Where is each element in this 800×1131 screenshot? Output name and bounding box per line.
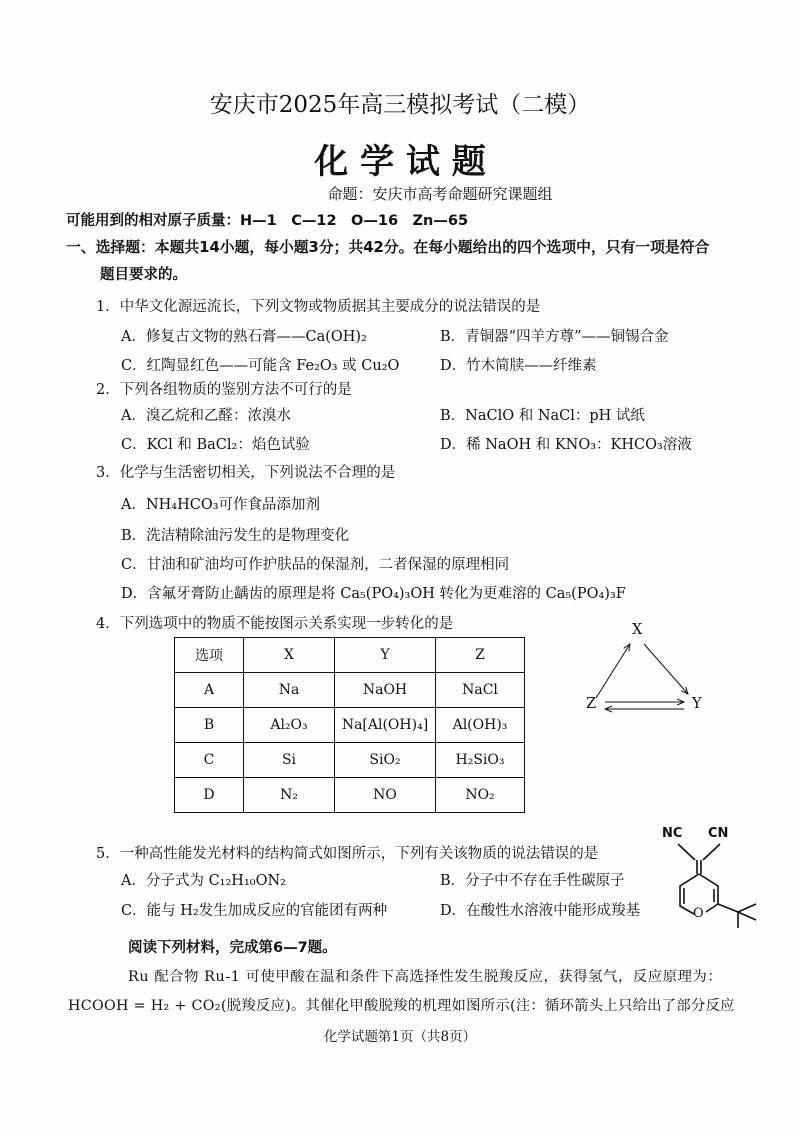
question-2-option-a: A．溴乙烷和乙醛：浓溴水 — [121, 408, 291, 424]
table-cell: Na — [244, 673, 335, 708]
question-3-option-a: A．NH₄HCO₃可作食品添加剂 — [121, 497, 321, 513]
conversion-triangle-diagram — [560, 620, 720, 730]
table-row — [175, 708, 525, 743]
question-5-stem: 5．一种高性能发光材料的结构简式如图所示，下列有关该物质的说法错误的是 — [96, 846, 599, 862]
table-row — [175, 673, 525, 708]
table-header: 选项 — [175, 638, 244, 673]
table-cell: C — [175, 743, 244, 778]
table-cell: B — [175, 708, 244, 743]
table-row — [175, 778, 525, 813]
table-cell: N₂ — [244, 778, 335, 813]
exam-title: 安庆市2025年高三模拟考试（二模） — [209, 92, 591, 118]
table-cell: H₂SiO₃ — [436, 743, 525, 778]
table-header: Z — [436, 638, 525, 673]
reading-title: 阅读下列材料，完成第6—7题。 — [128, 940, 337, 956]
diagram-label-z: Z — [586, 696, 597, 712]
question-5-option-d: D．在酸性水溶液中能形成羧基 — [440, 903, 641, 919]
question-3-option-b: B．洗洁精除油污发生的是物理变化 — [121, 528, 350, 544]
table-cell: SiO₂ — [335, 743, 436, 778]
table-cell: D — [175, 778, 244, 813]
table-header-row — [175, 638, 525, 673]
question-3-option-c: C．甘油和矿油均可作护肤品的保湿剂，二者保湿的原理相同 — [121, 557, 510, 573]
author-line: 命题：安庆市高考命题研究课题组 — [327, 185, 553, 203]
question-2-stem: 2．下列各组物质的鉴别方法不可行的是 — [96, 382, 352, 398]
question-2-option-d: D．稀 NaOH 和 KNO₃：KHCO₃溶液 — [440, 437, 692, 453]
question-1-option-d: D．竹木简牍——纤维素 — [440, 358, 597, 374]
reading-line-1: Ru 配合物 Ru-1 可使甲酸在温和条件下高选择性发生脱羧反应，获得氢气，反应原理为： — [128, 969, 723, 985]
molecule-label-o: O — [693, 906, 704, 921]
table-cell: Si — [244, 743, 335, 778]
table-cell: Al(OH)₃ — [436, 708, 525, 743]
question-2-option-b: B．NaClO 和 NaCl：pH 试纸 — [440, 408, 645, 424]
subject-title: 化 学 试 题 — [314, 142, 486, 182]
reading-line-2: HCOOH = H₂ + CO₂(脱羧反应)。其催化甲酸脱羧的机理如图所示(注：循环箭头上只给出了部分反应 — [68, 998, 735, 1014]
table-cell: A — [175, 673, 244, 708]
table-header: X — [244, 638, 335, 673]
table-header: Y — [335, 638, 436, 673]
diagram-label-x: X — [632, 622, 643, 638]
section-heading: 一、选择题：本题共14小题，每小题3分；共42分。在每小题给出的四个选项中，只有一项是符合 — [66, 239, 710, 256]
page-footer: 化学试题第1页（共8页） — [323, 1029, 477, 1045]
question-5-option-c: C．能与 H₂发生加成反应的官能团有两种 — [121, 903, 388, 919]
atomic-mass: 可能用到的相对原子质量：H—1 C—12 O—16 Zn—65 — [66, 213, 469, 229]
question-1-option-b: B．青铜器“四羊方尊”——铜锡合金 — [440, 329, 669, 345]
section-heading-cont: 题目要求的。 — [100, 267, 187, 283]
question-2-option-c: C．KCl 和 BaCl₂：焰色试验 — [121, 437, 310, 453]
table-cell: NaOH — [335, 673, 436, 708]
conversion-table — [174, 637, 525, 813]
question-1-option-c: C．红陶显红色——可能含 Fe₂O₃ 或 Cu₂O — [121, 358, 400, 374]
table-cell: Na[Al(OH)₄] — [335, 708, 436, 743]
question-1-option-a: A．修复古文物的熟石膏——Ca(OH)₂ — [121, 329, 367, 345]
table-cell: NO₂ — [436, 778, 525, 813]
table-cell: NaCl — [436, 673, 525, 708]
table-cell: NO — [335, 778, 436, 813]
question-4-stem: 4．下列选项中的物质不能按图示关系实现一步转化的是 — [96, 616, 454, 632]
question-1-stem: 1．中华文化源远流长，下列文物或物质据其主要成分的说法错误的是 — [96, 299, 541, 315]
molecule-label-cn: CN — [708, 826, 729, 841]
question-5-option-a: A．分子式为 C₁₂H₁₀ON₂ — [121, 873, 286, 889]
diagram-label-y: Y — [692, 696, 702, 712]
question-3-stem: 3．化学与生活密切相关，下列说法不合理的是 — [96, 465, 396, 481]
molecule-structure — [650, 840, 770, 930]
table-row — [175, 743, 525, 778]
question-5-option-b: B．分子中不存在手性碳原子 — [440, 873, 625, 889]
question-3-option-d: D．含氟牙膏防止龋齿的原理是将 Ca₅(PO₄)₃OH 转化为更难溶的 Ca₅(PO₄)₃F — [121, 586, 626, 602]
molecule-label-nc: NC — [662, 826, 683, 841]
table-cell: Al₂O₃ — [244, 708, 335, 743]
